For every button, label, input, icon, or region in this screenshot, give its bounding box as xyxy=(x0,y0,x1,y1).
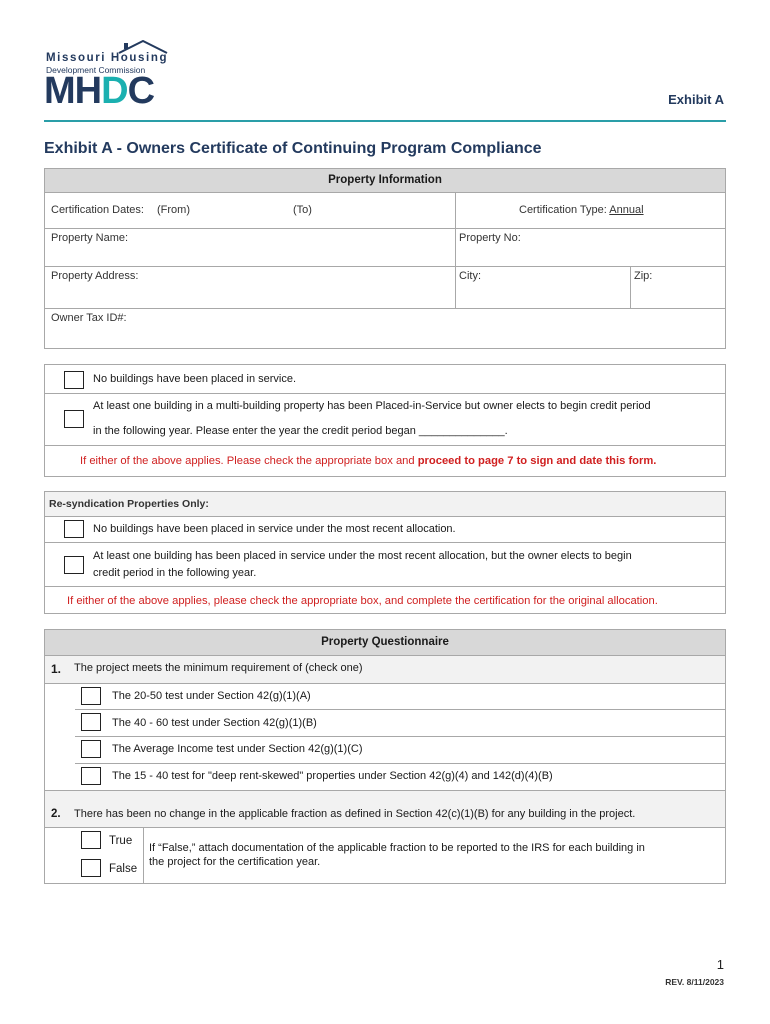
average-income-option: The Average Income test under Section 42(g)(1)(C) xyxy=(112,743,363,755)
certification-type[interactable]: Certification Type: Annual xyxy=(519,204,644,216)
question-1-number: 1. xyxy=(51,662,62,676)
resyndication-one-building-line2: credit period in the following year. xyxy=(93,567,257,579)
property-information-table xyxy=(44,168,726,349)
false-checkbox[interactable] xyxy=(81,859,101,877)
logo-line1: Missouri Housing xyxy=(46,52,169,64)
property-information-heading: Property Information xyxy=(45,169,725,192)
placed-service-note: If either of the above applies. Please check the appropriate box and proceed to page 7 to sign and date this form. xyxy=(80,455,657,467)
average-income-checkbox[interactable] xyxy=(81,740,101,758)
multi-building-option-line1: At least one building in a multi-building property has been Placed-in-Service but owner elects to begin credit period xyxy=(93,400,651,412)
question-2-text: There has been no change in the applicable fraction as defined in Section 42(c)(1)(B) for any building in the project. xyxy=(74,808,636,820)
logo-line2: Development Commission xyxy=(46,65,146,75)
question-2-number: 2. xyxy=(51,808,61,820)
from-date-field[interactable]: (From) xyxy=(157,204,190,216)
false-documentation-note-line2: the project for the certification year. xyxy=(149,856,321,868)
resyndication-no-buildings-option: No buildings have been placed in service under the most recent allocation. xyxy=(93,523,456,535)
resyndication-one-building-checkbox[interactable] xyxy=(64,556,84,574)
test-40-60-checkbox[interactable] xyxy=(81,713,101,731)
test-20-50-option: The 20-50 test under Section 42(g)(1)(A) xyxy=(112,690,311,702)
multi-building-checkbox[interactable] xyxy=(64,410,84,428)
owner-tax-id-field[interactable]: Owner Tax ID#: xyxy=(51,312,127,324)
certification-dates-label: Certification Dates: xyxy=(51,204,144,216)
header-divider xyxy=(44,120,726,122)
resyndication-note: If either of the above applies, please check the appropriate box, and complete the certification for the original allocation. xyxy=(67,595,658,607)
page-number: 1 xyxy=(716,957,724,972)
resyndication-one-building-line1: At least one building has been placed in service under the most recent allocation, but the owner elects to begin xyxy=(93,550,632,562)
zip-field[interactable]: Zip: xyxy=(634,270,653,282)
property-questionnaire-heading: Property Questionnaire xyxy=(45,630,725,655)
question-1-text: The project meets the minimum requirement of (check one) xyxy=(74,662,363,674)
test-20-50-checkbox[interactable] xyxy=(81,687,101,705)
property-questionnaire-table xyxy=(44,629,726,884)
property-no-field[interactable]: Property No: xyxy=(459,232,521,244)
no-buildings-option: No buildings have been placed in service. xyxy=(93,373,297,385)
logo-wordmark: MHDC xyxy=(44,70,155,112)
test-40-60-option: The 40 - 60 test under Section 42(g)(1)(B) xyxy=(112,717,317,729)
resyndication-no-buildings-checkbox[interactable] xyxy=(64,520,84,538)
no-buildings-checkbox[interactable] xyxy=(64,371,84,389)
page-title: Exhibit A - Owners Certificate of Continuing Program Compliance xyxy=(44,140,542,157)
false-label: False xyxy=(109,863,138,875)
city-field[interactable]: City: xyxy=(459,270,481,282)
resyndication-section xyxy=(44,491,726,614)
revision-date: REV. 8/11/2023 xyxy=(665,977,724,987)
false-documentation-note-line1: If “False,” attach documentation of the applicable fraction to be reported to the IRS for each building in xyxy=(149,842,645,854)
property-address-field[interactable]: Property Address: xyxy=(51,270,139,282)
deep-rent-skewed-checkbox[interactable] xyxy=(81,767,101,785)
certification-type-value: Annual xyxy=(609,204,644,216)
multi-building-option-line2: in the following year. Please enter the year the credit period began ______________. xyxy=(93,425,508,437)
resyndication-heading: Re-syndication Properties Only: xyxy=(49,498,209,510)
placed-in-service-section xyxy=(44,364,726,477)
true-checkbox[interactable] xyxy=(81,831,101,849)
deep-rent-skewed-option: The 15 - 40 test for "deep rent-skewed" properties under Section 42(g)(4) and 142(d)(4)(B) xyxy=(112,770,553,782)
true-label: True xyxy=(109,835,133,847)
to-date-field[interactable]: (To) xyxy=(293,204,312,216)
mhdc-logo xyxy=(44,40,169,112)
exhibit-tag: Exhibit A xyxy=(668,92,724,107)
property-name-field[interactable]: Property Name: xyxy=(51,232,129,244)
